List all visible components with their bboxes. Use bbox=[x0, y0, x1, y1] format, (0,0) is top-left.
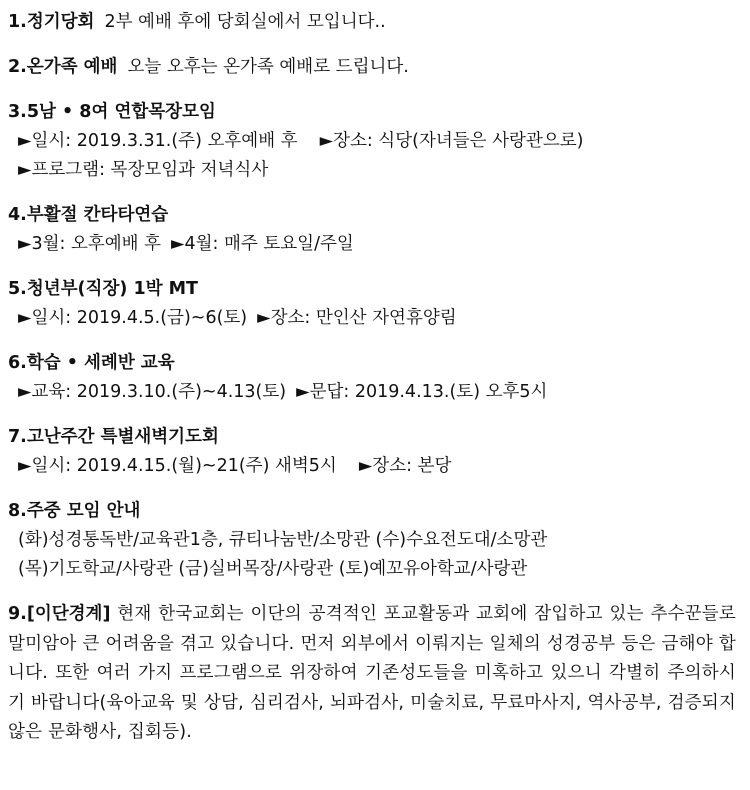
weekly-meeting-line: (화)성경통독반/교육관1층, 큐티나눔반/소망관 (수)수요전도대/소망관 bbox=[18, 530, 548, 550]
notice-detail-line bbox=[8, 127, 736, 156]
notice-6 bbox=[8, 349, 736, 407]
weekly-meeting-line: (목)기도학교/사랑관 (금)실버목장/사랑관 (토)예꼬유아학교/사랑관 bbox=[18, 559, 528, 579]
notice-title: 6.학습 • 세례반 교육 bbox=[8, 353, 175, 373]
notice-detail-line bbox=[8, 378, 736, 407]
notice-title: 3.5남 • 8여 연합목장모임 bbox=[8, 102, 216, 122]
notice-5 bbox=[8, 275, 736, 333]
notice-detail-line bbox=[8, 452, 736, 481]
schedule-time: ►일시: 2019.4.5.(금)~6(토) bbox=[18, 308, 248, 328]
notice-detail-line bbox=[8, 230, 736, 259]
notice-2 bbox=[8, 53, 736, 82]
heresy-warning bbox=[8, 600, 736, 748]
notice-text: 오늘 오후는 온가족 예배로 드립니다. bbox=[127, 57, 409, 77]
notice-title: 5.청년부(직장) 1박 MT bbox=[8, 279, 198, 299]
schedule-march: ►3월: 오후예배 후 bbox=[18, 234, 162, 254]
church-announcements bbox=[8, 8, 736, 748]
notice-title: 2.온가족 예배 bbox=[8, 57, 118, 77]
notice-8 bbox=[8, 497, 736, 584]
notice-title: 4.부활절 칸타타연습 bbox=[8, 205, 169, 225]
notice-1 bbox=[8, 8, 736, 37]
notice-detail-line bbox=[8, 526, 736, 555]
schedule-place: ►장소: 본당 bbox=[358, 456, 452, 476]
notice-3 bbox=[8, 98, 736, 185]
schedule-program: ►프로그램: 목장모임과 저녁식사 bbox=[18, 160, 269, 180]
notice-detail-line bbox=[8, 304, 736, 333]
schedule-place: ►장소: 식당(자녀들은 사랑관으로) bbox=[319, 131, 584, 151]
notice-title: 8.주중 모임 안내 bbox=[8, 501, 141, 521]
notice-4 bbox=[8, 201, 736, 259]
notice-title: 1.정기당회 bbox=[8, 12, 95, 32]
notice-detail-line bbox=[8, 156, 736, 185]
warning-text: 현재 한국교회는 이단의 공격적인 포교활동과 교회에 잠입하고 있는 추수꾼들로 말미암아 큰 어려움을 겪고 있습니다. 먼저 외부에서 이뤄지는 일체의 성경공부 등은 금해야 합니다. 또한 여러 가지 프로그램으로 위장하여 기존성도들을 미혹하고 있으니 각별히 주의하시기 바랍니다(육아교육 및 상담, 심리검사, 뇌파검사, 미술치료, 무료마사지, 역사공부, 검증되지 않은 문화행사, 집회등). bbox=[8, 604, 736, 742]
schedule-exam: ►문답: 2019.4.13.(토) 오후5시 bbox=[296, 382, 548, 402]
notice-7 bbox=[8, 423, 736, 481]
notice-text: 2부 예배 후에 당회실에서 모입니다.. bbox=[104, 12, 386, 32]
schedule-time: ►일시: 2019.3.31.(주) 오후예배 후 bbox=[18, 131, 298, 151]
schedule-education: ►교육: 2019.3.10.(주)~4.13(토) bbox=[18, 382, 287, 402]
warning-title: 9.[이단경계] bbox=[8, 604, 111, 624]
notice-title: 7.고난주간 특별새벽기도회 bbox=[8, 427, 219, 447]
schedule-april: ►4월: 매주 토요일/주일 bbox=[171, 234, 354, 254]
notice-detail-line bbox=[8, 555, 736, 584]
schedule-place: ►장소: 만인산 자연휴양림 bbox=[257, 308, 457, 328]
schedule-time: ►일시: 2019.4.15.(월)~21(주) 새벽5시 bbox=[18, 456, 337, 476]
